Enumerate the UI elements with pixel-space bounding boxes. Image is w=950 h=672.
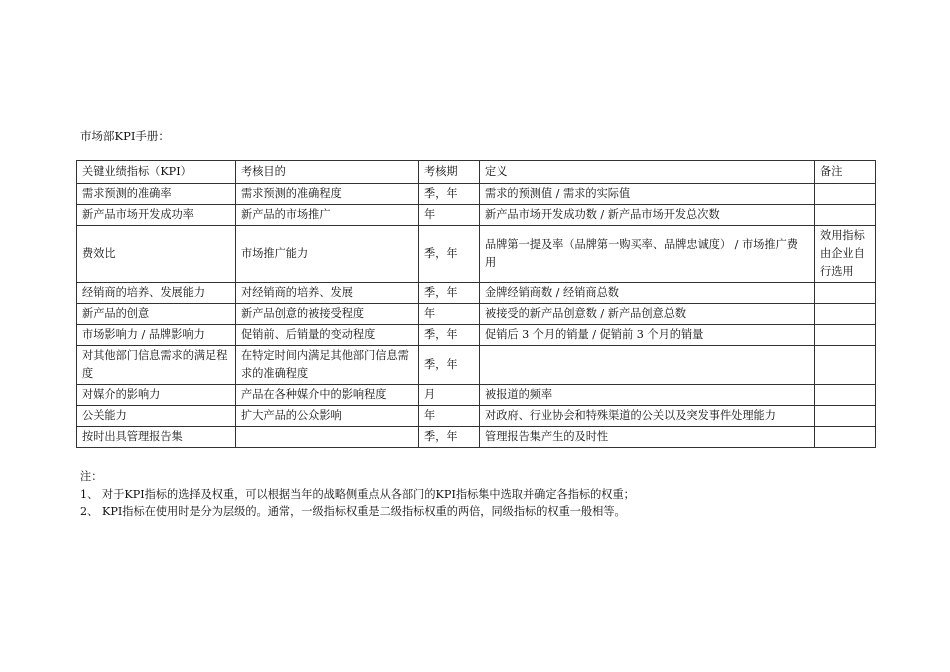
cell-remark	[815, 385, 876, 406]
cell-definition: 品牌第一提及率（品牌第一购买率、品牌忠诚度） / 市场推广费用	[480, 226, 815, 283]
cell-purpose: 需求预测的准确程度	[236, 184, 419, 205]
cell-remark	[815, 325, 876, 346]
cell-definition	[480, 346, 815, 385]
table-row	[77, 346, 876, 385]
cell-purpose: 扩大产品的公众影响	[236, 406, 419, 427]
cell-purpose: 新产品的市场推广	[236, 205, 419, 226]
header-purpose: 考核目的	[236, 161, 419, 184]
cell-purpose	[236, 427, 419, 448]
cell-definition: 被报道的频率	[480, 385, 815, 406]
page-title: 市场部KPI手册：	[80, 129, 170, 143]
cell-purpose: 促销前、后销量的变动程度	[236, 325, 419, 346]
notes-section	[80, 468, 635, 521]
cell-purpose: 新产品创意的被接受程度	[236, 304, 419, 325]
cell-definition: 金牌经销商数 / 经销商总数	[480, 283, 815, 304]
cell-period: 季，年	[419, 325, 480, 346]
table-row	[77, 406, 876, 427]
table-row	[77, 184, 876, 205]
table-row	[77, 283, 876, 304]
cell-period: 季，年	[419, 283, 480, 304]
cell-definition: 对政府、行业协会和特殊渠道的公关以及突发事件处理能力	[480, 406, 815, 427]
cell-period: 年	[419, 406, 480, 427]
cell-kpi: 费效比	[77, 226, 236, 283]
table-row	[77, 385, 876, 406]
cell-definition: 需求的预测值 / 需求的实际值	[480, 184, 815, 205]
cell-period: 年	[419, 205, 480, 226]
header-definition: 定义	[480, 161, 815, 184]
cell-kpi: 经销商的培养、发展能力	[77, 283, 236, 304]
cell-definition: 新产品市场开发成功数 / 新产品市场开发总次数	[480, 205, 815, 226]
note-number: 2、	[80, 505, 99, 518]
cell-period: 季，年	[419, 226, 480, 283]
note-item	[80, 503, 635, 521]
cell-kpi: 市场影响力 / 品牌影响力	[77, 325, 236, 346]
cell-period: 年	[419, 304, 480, 325]
table-row	[77, 304, 876, 325]
table-row	[77, 427, 876, 448]
cell-definition: 管理报告集产生的及时性	[480, 427, 815, 448]
cell-purpose: 产品在各种媒介中的影响程度	[236, 385, 419, 406]
header-remark: 备注	[815, 161, 876, 184]
cell-purpose: 市场推广能力	[236, 226, 419, 283]
cell-kpi: 新产品市场开发成功率	[77, 205, 236, 226]
cell-definition: 被接受的新产品创意数 / 新产品创意总数	[480, 304, 815, 325]
table-row	[77, 325, 876, 346]
note-number: 1、	[80, 487, 99, 501]
cell-kpi: 公关能力	[77, 406, 236, 427]
note-text: 对于KPI指标的选择及权重，可以根据当年的战略侧重点从各部门的KPI指标集中选取并确定各指标的权重；	[102, 487, 635, 501]
header-kpi: 关键业绩指标（KPI）	[77, 161, 236, 184]
cell-kpi: 对媒介的影响力	[77, 385, 236, 406]
cell-purpose: 在特定时间内满足其他部门信息需求的准确程度	[236, 346, 419, 385]
table-row	[77, 226, 876, 283]
cell-remark	[815, 184, 876, 205]
cell-definition: 促销后 3 个月的销量 / 促销前 3 个月的销量	[480, 325, 815, 346]
cell-purpose: 对经销商的培养、发展	[236, 283, 419, 304]
cell-remark	[815, 304, 876, 325]
cell-kpi: 需求预测的准确率	[77, 184, 236, 205]
cell-remark	[815, 427, 876, 448]
cell-kpi: 新产品的创意	[77, 304, 236, 325]
note-text: KPI指标在使用时是分为层级的。通常，一级指标权重是二级指标权重的两倍，同级指标的权重一般相等。	[102, 505, 626, 518]
cell-remark	[815, 283, 876, 304]
cell-period: 季，年	[419, 346, 480, 385]
cell-period: 季，年	[419, 427, 480, 448]
cell-period: 月	[419, 385, 480, 406]
cell-remark	[815, 205, 876, 226]
notes-heading: 注：	[80, 470, 103, 483]
cell-kpi: 按时出具管理报告集	[77, 427, 236, 448]
cell-period: 季，年	[419, 184, 480, 205]
table-header-row	[77, 161, 876, 184]
cell-remark	[815, 406, 876, 427]
note-item	[80, 486, 635, 504]
table-row	[77, 205, 876, 226]
kpi-table	[76, 160, 876, 448]
cell-kpi: 对其他部门信息需求的满足程度	[77, 346, 236, 385]
cell-remark: 效用指标由企业自行选用	[815, 226, 876, 283]
cell-remark	[815, 346, 876, 385]
header-period: 考核期	[419, 161, 480, 184]
